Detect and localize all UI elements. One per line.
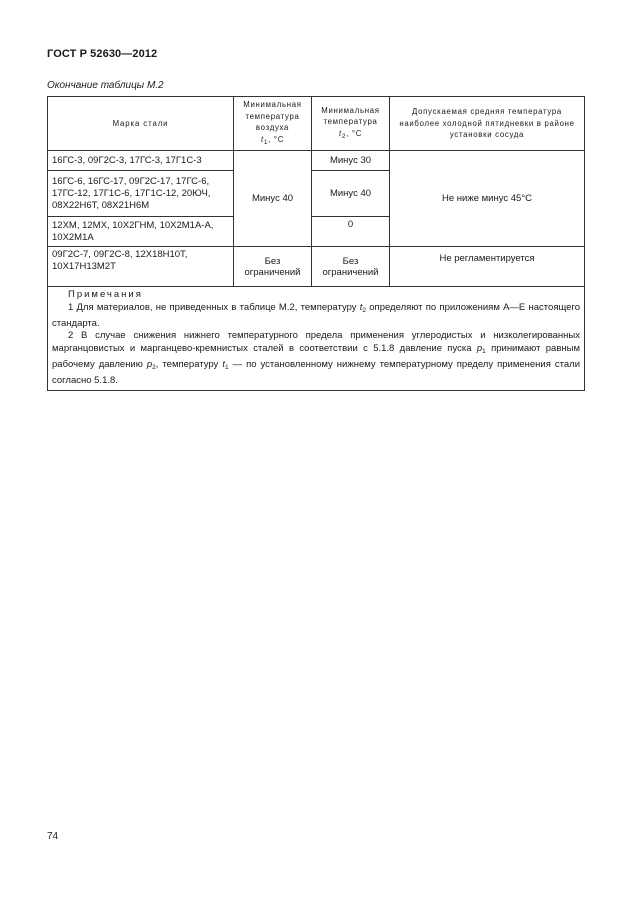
document-code: ГОСТ Р 52630—2012 bbox=[47, 48, 158, 60]
table-caption: Окончание таблицы М.2 bbox=[47, 80, 164, 91]
note-1-text-b: определяют по приложениям А—Е настоящего стандарта. bbox=[52, 301, 580, 329]
steel-grade-cell: 16ГС-3, 09Г2С-3, 17ГС-3, 17Г1С-3 bbox=[48, 151, 234, 171]
notes-title: Примечания bbox=[68, 289, 143, 300]
page-number: 74 bbox=[47, 831, 59, 842]
header-min-temp-text: Минимальная температура bbox=[321, 105, 380, 127]
note-2-sub-p1: 1 bbox=[482, 348, 486, 356]
note-2-text-c: , температуру bbox=[155, 358, 223, 370]
header-t2-var: t bbox=[338, 128, 342, 138]
note-1 bbox=[52, 302, 580, 331]
notes-cell bbox=[48, 287, 585, 391]
note-2-var-p2: p bbox=[146, 358, 153, 370]
table-header-row bbox=[48, 97, 585, 151]
note-2-var-t1: t bbox=[222, 358, 225, 370]
note-2 bbox=[52, 330, 580, 387]
note-1-var: t bbox=[359, 301, 363, 313]
note-1-text-a: 1 Для материалов, не приведенных в таблице М.2, температуру bbox=[68, 301, 360, 313]
note-2-var-p1: p bbox=[476, 343, 483, 355]
min-temp-cell: Без ограничений bbox=[312, 247, 390, 287]
header-min-temp bbox=[312, 97, 390, 151]
allowed-temp-cell: Не регламентируется bbox=[390, 247, 585, 287]
min-temp-cell: Минус 30 bbox=[312, 151, 390, 171]
header-min-air-temp bbox=[234, 97, 312, 151]
header-t1-unit: , °С bbox=[268, 134, 285, 144]
note-2-text-a: 2 В случае снижения нижнего температурного предела применения углеродистых и низколегированных марганцовистых и марганцево-кремнистых сталей в соответствии с 5.1.8 давление пуска bbox=[52, 330, 580, 355]
note-2-sub-t1: 1 bbox=[224, 363, 229, 371]
note-1-sub: 2 bbox=[362, 306, 367, 314]
table-row bbox=[48, 151, 585, 171]
allowed-temp-cell: Не ниже минус 45°С bbox=[390, 151, 585, 247]
header-allowed-avg-temp: Допускаемая средняя температура наиболее холодной пятидневки в районе установки сосуда bbox=[390, 97, 585, 151]
note-2-text-d: — по установленному нижнему температурному пределу применения стали согласно 5.1.8. bbox=[52, 358, 580, 386]
header-t1-var: t bbox=[260, 134, 264, 144]
notes-row bbox=[48, 287, 585, 391]
steel-temperature-table bbox=[47, 96, 585, 391]
min-air-temp-cell: Без ограничений bbox=[234, 247, 312, 287]
steel-grade-cell: 09Г2С-7, 09Г2С-8, 12Х18Н10Т, 10Х17Н13М2Т bbox=[48, 247, 234, 287]
note-2-sub-p2: 2 bbox=[152, 363, 156, 371]
header-t2-unit: , °С bbox=[346, 128, 363, 138]
note-2-text-b: принимают равным рабочему давлению bbox=[52, 343, 580, 370]
steel-grade-cell: 16ГС-6, 16ГС-17, 09Г2С-17, 17ГС-6, 17ГС-12, 17Г1С-6, 17Г1С-12, 20ЮЧ, 08Х22Н6Т, 08Х21Н6М bbox=[48, 171, 234, 217]
steel-grade-cell: 12ХМ, 12МХ, 10Х2ГНМ, 10Х2М1А-А, 10Х2М1А bbox=[48, 217, 234, 247]
header-steel-grade: Марка стали bbox=[48, 97, 234, 151]
header-min-air-temp-text: Минимальная температура воздуха bbox=[243, 100, 302, 132]
header-t1-sub: 1 bbox=[263, 138, 269, 146]
table-row bbox=[48, 247, 585, 287]
min-temp-cell: 0 bbox=[312, 217, 390, 247]
min-air-temp-cell: Минус 40 bbox=[234, 151, 312, 247]
min-temp-cell: Минус 40 bbox=[312, 171, 390, 217]
header-t2-sub: 2 bbox=[341, 132, 347, 140]
